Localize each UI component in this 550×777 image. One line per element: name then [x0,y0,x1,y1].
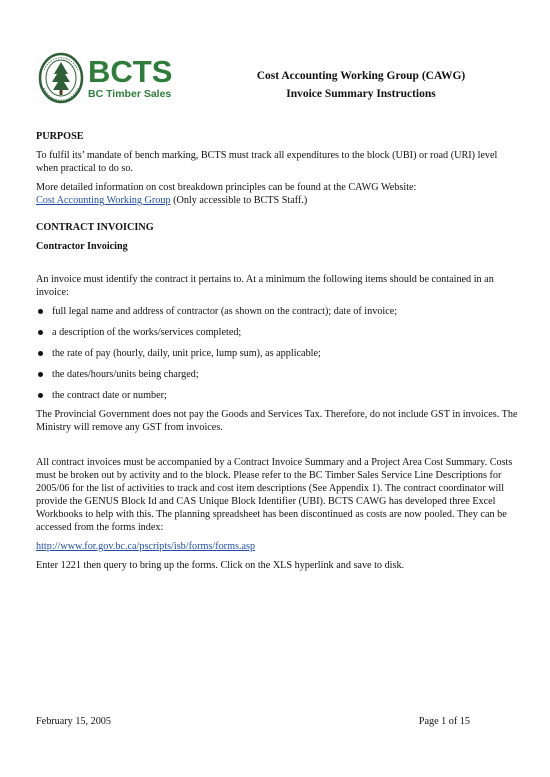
title-line-2: Invoice Summary Instructions [286,88,436,100]
invoice-requirements-list [36,305,520,402]
bcts-logo-text: BCTS [88,54,173,89]
forms-index-link[interactable]: http://www.for.gov.bc.ca/pscripts/isb/forms/forms.asp [36,541,256,552]
list-item: the dates/hours/units being charged; [36,368,520,381]
document-body [36,130,520,572]
purpose-heading: PURPOSE [36,131,84,142]
list-item: the rate of pay (hourly, daily, unit price, lump sum), as applicable; [36,347,520,360]
cawg-website-link[interactable]: Cost Accounting Working Group [36,195,171,206]
cawg-website-text: More detailed information on cost breakdown principles can be found at the CAWG Website: [36,182,417,193]
gst-paragraph: The Provincial Government does not pay the Goods and Services Tax. Therefore, do not include GST in invoices. The Ministry will remove any GST from invoices. [36,409,518,433]
contract-invoicing-heading: CONTRACT INVOICING [36,222,154,233]
list-item: full legal name and address of contractor (as shown on the contract); date of invoice; [36,305,520,318]
footer-date: February 15, 2005 [36,716,111,727]
list-item: a description of the works/services completed; [36,326,520,339]
contractor-invoicing-subheading: Contractor Invoicing [36,241,128,252]
forms-index-paragraph [36,540,520,553]
footer-page-number: Page 1 of 15 [418,716,470,727]
title-line-1: Cost Accounting Working Group (CAWG) [256,70,466,82]
cawg-website-paragraph [36,181,520,207]
invoice-intro-paragraph: An invoice must identify the contract it pertains to. At a minimum the following items should be contained in an invoice: [36,274,494,298]
header [36,50,516,110]
bcts-logo-subtitle: BC Timber Sales [88,88,172,100]
purpose-paragraph: To fulfil its’ mandate of bench marking, BCTS must track all expenditures to the block (UBI) or road (URI) level when practical to do so. [36,150,498,174]
list-item: the contract date or number; [36,389,520,402]
bcts-seal-logo [38,52,84,104]
document-title [206,67,516,103]
enter-instructions-paragraph: Enter 1221 then query to bring up the forms. Click on the XLS hyperlink and save to disk. [36,560,405,571]
staff-access-note: (Only accessible to BCTS Staff.) [170,195,308,206]
invoice-summary-paragraph: All contract invoices must be accompanied by a Contract Invoice Summary and a Project Area Cost Summary. Costs must be broken out by activity and to the block. Please refer to the BC Timber Sales Service Line Descriptions for 2005/06 for the list of activities to track and cost item descriptions (See Appendix 1). The contract coordinator will provide the GENUS Block Id and CAS Unique Block Identifier (UBI). BCTS CAWG has developed three Excel Workbooks to help with this. The planning spreadsheet has been discontinued as costs are now pooled. They can be accessed from the forms index: [36,457,513,533]
